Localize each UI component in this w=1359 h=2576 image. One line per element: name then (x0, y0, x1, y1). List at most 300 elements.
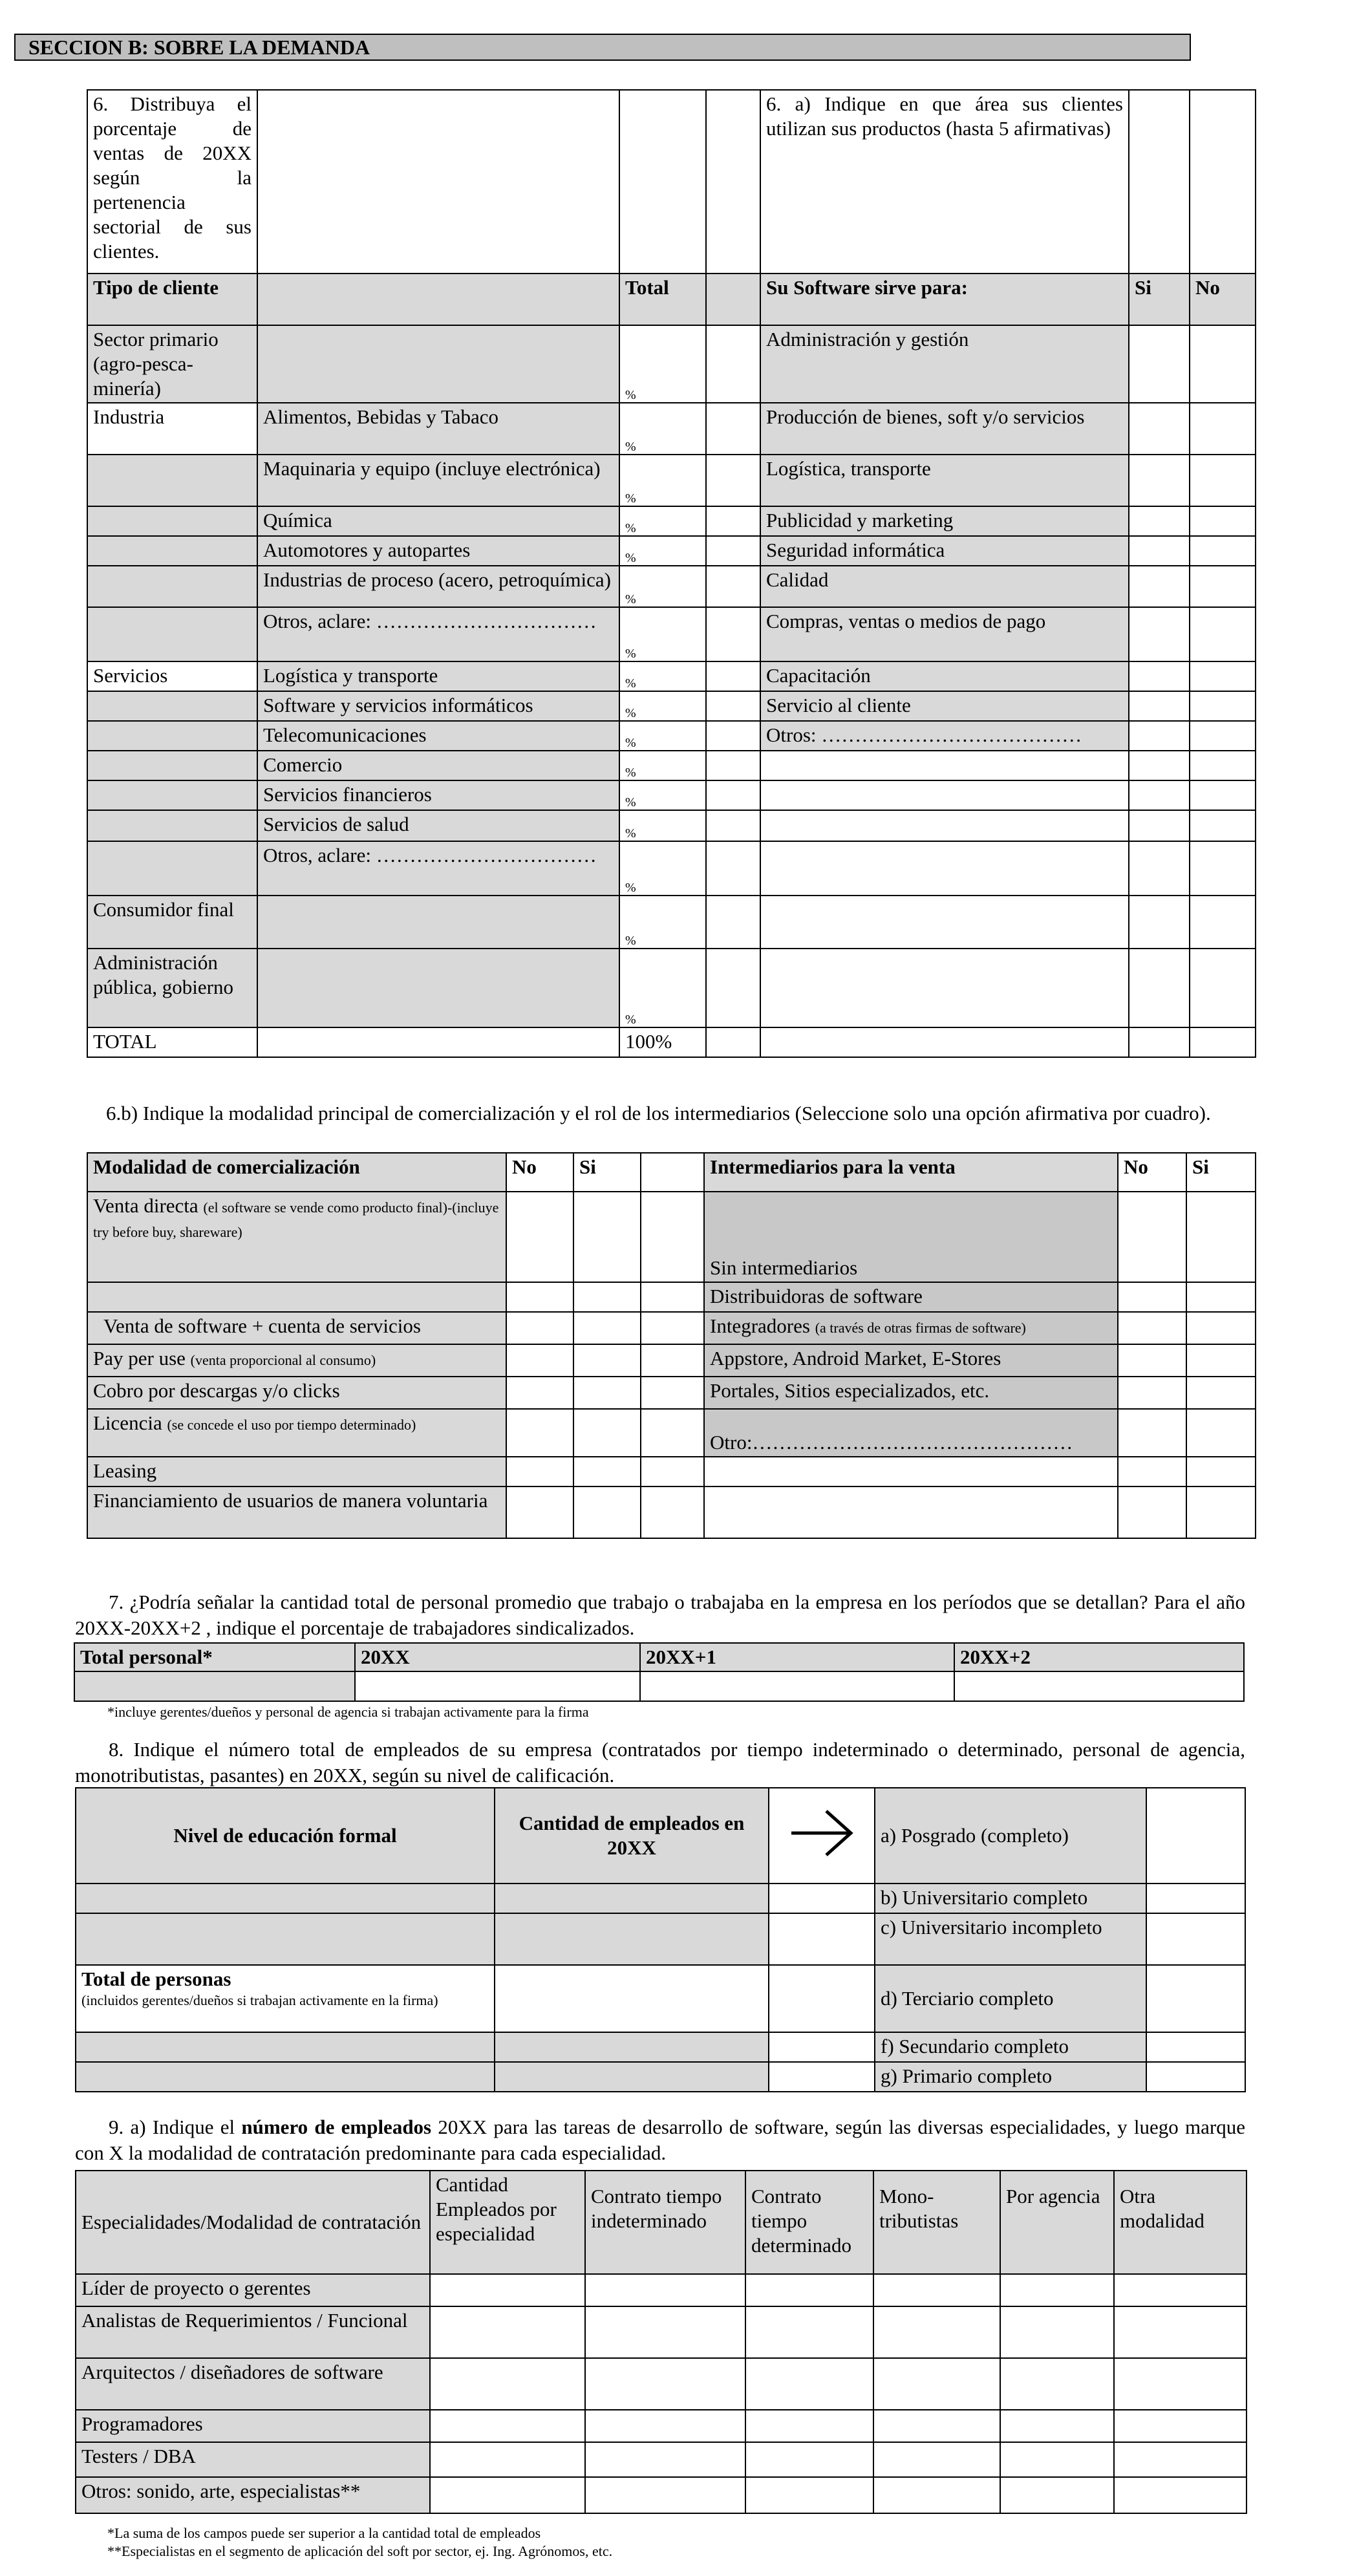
q8-row-label (76, 2032, 495, 2062)
q6-left-prompt: 6. Distribuya el porcentaje de ventas de 20XX según la pertenencia sectorial de sus clientes. (87, 90, 257, 274)
q6b-row-intermediario (704, 1377, 1118, 1409)
q6b-modalidad-label: Financiamiento de usuarios de manera voluntaria (93, 1489, 488, 1512)
q6b-row-intermediario (704, 1312, 1118, 1344)
q6-row-percent[interactable]: % (619, 455, 706, 506)
q7-footnote: *incluye gerentes/dueños y personal de agencia si trabajan activamente para la firma (107, 1704, 589, 1720)
q9-row-label: Arquitectos / diseñadores de software (76, 2358, 430, 2410)
q8-row-arrow-cell (769, 1913, 875, 1965)
q6a-row-no[interactable] (1190, 721, 1256, 751)
q6a-row-si[interactable] (1129, 780, 1190, 810)
q6-row-percent[interactable]: % (619, 949, 706, 1027)
q8-row-arrow-cell (769, 1965, 875, 2032)
q9-row-input-4[interactable] (873, 2442, 1000, 2477)
q9-row-input-1[interactable] (430, 2442, 585, 2477)
q8-level: f) Secundario completo (875, 2032, 1146, 2062)
q6b-intermediario-label: Distribuidoras de software (710, 1285, 923, 1307)
q6b-prompt: 6.b) Indique la modalidad principal de comercialización y el rol de los intermediarios (Seleccione solo una opción afirmativa por cuadro). (106, 1102, 1211, 1124)
q8-level: g) Primario completo (875, 2062, 1146, 2092)
q6a-row-no[interactable] (1190, 455, 1256, 506)
q6b-modalidad-note: (venta proporcional al consumo) (190, 1352, 376, 1368)
q6b-row-blank[interactable] (641, 1409, 704, 1457)
q6-row-blank[interactable] (706, 536, 760, 566)
q8-level: c) Universitario incompleto (875, 1913, 1146, 1965)
q6a-row-si[interactable] (1129, 325, 1190, 403)
q9-row-input-2[interactable] (585, 2442, 745, 2477)
q6a-row-software: Otros: ………………………………… (760, 721, 1129, 751)
q6-row-tipo: Industria (87, 403, 257, 455)
q9-header-1: Cantidad Empleados por especialidad (430, 2171, 585, 2274)
q6a-row-si[interactable] (1129, 691, 1190, 721)
q6b-row-intermediario (704, 1192, 1118, 1282)
q6-row-tipo (87, 506, 257, 536)
q6-row-percent[interactable]: % (619, 691, 706, 721)
q6b-row-no-2[interactable] (1118, 1487, 1186, 1538)
q8-total-title: Total de personas (81, 1968, 231, 1990)
q9-footnote-1: *La suma de los campos puede ser superior a la cantidad total de empleados (107, 2525, 541, 2541)
q6b-intermediario-label: Sin intermediarios (710, 1256, 858, 1279)
q9-row-input-4[interactable] (873, 2410, 1000, 2442)
q6b-intermediario-label: Portales, Sitios especializados, etc. (710, 1379, 990, 1402)
q8-row-input[interactable] (495, 2032, 769, 2062)
q6b-intermediario-label: Integradores (710, 1315, 810, 1337)
q9-header-5: Por agencia (1000, 2171, 1114, 2274)
q6b-row-blank[interactable] (641, 1192, 704, 1282)
q7-header-year-1: 20XX (355, 1643, 640, 1671)
q6b-row-blank[interactable] (641, 1282, 704, 1312)
q6-row-blank[interactable] (706, 661, 760, 691)
q6b-row-si[interactable] (573, 1344, 641, 1377)
q6a-row-software (760, 841, 1129, 896)
q8-row-label (76, 1884, 495, 1913)
q8-row-arrow-cell (769, 2062, 875, 2092)
q7-header-year-2: 20XX+1 (640, 1643, 954, 1671)
q6-row-subsector (257, 949, 619, 1027)
q6a-row-no[interactable] (1190, 691, 1256, 721)
q9-prompt: 9. a) Indique el número de empleados 20XX para las tareas de desarrollo de software, según las diversas especialidades, y luego marque con X la modalidad de contratación predominante para cada especialidad. (75, 2116, 1245, 2164)
q6-row-subsector: Comercio (257, 751, 619, 780)
q6-row-percent[interactable]: % (619, 536, 706, 566)
q6a-row-software: Producción de bienes, soft y/o servicios (760, 403, 1129, 455)
q6a-row-si[interactable] (1129, 455, 1190, 506)
q6a-row-software: Calidad (760, 566, 1129, 607)
q6b-modalidad-note: (el software se vende como producto final)-(incluye try before buy, shareware) (93, 1199, 499, 1240)
q6-total-label: TOTAL (87, 1027, 257, 1057)
q6a-row-no[interactable] (1190, 566, 1256, 607)
q7-header-year-3: 20XX+2 (954, 1643, 1244, 1671)
q6b-header-intermediarios: Intermediarios para la venta (704, 1153, 1118, 1192)
q6b-row-no-2[interactable] (1118, 1344, 1186, 1377)
q9-row-input-2[interactable] (585, 2410, 745, 2442)
q8-level: a) Posgrado (completo) (875, 1788, 1146, 1884)
q6b-row-si-2[interactable] (1186, 1312, 1256, 1344)
q6-row-tipo (87, 691, 257, 721)
q9-row-label: Otros: sonido, arte, especialistas** (76, 2477, 430, 2513)
q6-row-percent[interactable]: % (619, 780, 706, 810)
q6-row-blank[interactable] (706, 810, 760, 841)
q9-row-input-4[interactable] (873, 2306, 1000, 2358)
q6-row-percent[interactable]: % (619, 841, 706, 896)
q6a-row-si[interactable] (1129, 949, 1190, 1027)
q8-row-label (76, 1913, 495, 1965)
q6b-row-no-2[interactable] (1118, 1282, 1186, 1312)
q6b-row-si[interactable] (573, 1377, 641, 1409)
q9-row-input-6[interactable] (1114, 2442, 1247, 2477)
q6a-row-software (760, 780, 1129, 810)
q6b-row-no[interactable] (506, 1312, 573, 1344)
q6b-row-no-2[interactable] (1118, 1192, 1186, 1282)
q6b-row-modalidad (87, 1344, 506, 1377)
q6a-row-no[interactable] (1190, 325, 1256, 403)
q6a-row-si[interactable] (1129, 896, 1190, 949)
arrow-right-icon (769, 1788, 875, 1884)
q6-row-blank[interactable] (706, 455, 760, 506)
q8-row-label (76, 2062, 495, 2092)
q6a-row-software: Capacitación (760, 661, 1129, 691)
q6b-modalidad-label: Venta directa (93, 1194, 198, 1217)
q6a-row-si[interactable] (1129, 841, 1190, 896)
q8-level-input[interactable] (1146, 1965, 1245, 2032)
q6-row-tipo: Sector primario (agro-pesca-minería) (87, 325, 257, 403)
q6-row-percent[interactable]: % (619, 810, 706, 841)
q9-row-input-5[interactable] (1000, 2410, 1114, 2442)
q9-row-input-6[interactable] (1114, 2358, 1247, 2410)
q6-header-total: Total (619, 274, 706, 325)
q9-row-label: Analistas de Requerimientos / Funcional (76, 2306, 430, 2358)
q6a-row-no[interactable] (1190, 506, 1256, 536)
q6a-row-no[interactable] (1190, 536, 1256, 566)
q9-header-2: Contrato tiempo indeterminado (585, 2171, 745, 2274)
q8-total-label (76, 1965, 495, 2032)
q6b-row-si-2[interactable] (1186, 1192, 1256, 1282)
q6a-row-no[interactable] (1190, 403, 1256, 455)
q6a-row-software (760, 751, 1129, 780)
q6a-row-no[interactable] (1190, 841, 1256, 896)
q6-row-percent[interactable]: % (619, 506, 706, 536)
q6a-row-no[interactable] (1190, 661, 1256, 691)
q9-row-input-3[interactable] (745, 2410, 873, 2442)
q6b-header-si-2: Si (1186, 1153, 1256, 1192)
q6b-row-modalidad (87, 1192, 506, 1282)
q6b-row-modalidad (87, 1377, 506, 1409)
q6a-row-software (760, 896, 1129, 949)
q9-row-input-1[interactable] (430, 2410, 585, 2442)
q7-table (74, 1642, 1245, 1702)
q6b-intermediario-label: Appstore, Android Market, E-Stores (710, 1347, 1001, 1369)
q6b-row-no-2[interactable] (1118, 1312, 1186, 1344)
q6-row-percent[interactable]: % (619, 721, 706, 751)
q6b-row-no[interactable] (506, 1487, 573, 1538)
q6-row-tipo (87, 810, 257, 841)
q9-row-label: Testers / DBA (76, 2442, 430, 2477)
q9-row-input-6[interactable] (1114, 2274, 1247, 2306)
q6-row-subsector: Química (257, 506, 619, 536)
q9-row-input-4[interactable] (873, 2477, 1000, 2513)
q6b-header-no-2: No (1118, 1153, 1186, 1192)
q6-row-subsector: Otros, aclare: …………………………… (257, 841, 619, 896)
q6b-intermediario-note: (a través de otras firmas de software) (815, 1320, 1026, 1336)
q6-row-subsector (257, 896, 619, 949)
q6b-row-no[interactable] (506, 1192, 573, 1282)
q6-row-percent[interactable]: % (619, 325, 706, 403)
q6-row-subsector: Industrias de proceso (acero, petroquímica) (257, 566, 619, 607)
q6a-row-si[interactable] (1129, 566, 1190, 607)
q6-row-subsector: Logística y transporte (257, 661, 619, 691)
q7-header-total: Total personal* (74, 1643, 355, 1671)
q9-row-input-4[interactable] (873, 2274, 1000, 2306)
q6a-row-si[interactable] (1129, 810, 1190, 841)
q6-row-tipo (87, 780, 257, 810)
q6b-row-modalidad (87, 1409, 506, 1457)
q6b-header-no: No (506, 1153, 573, 1192)
q6b-header-modalidad: Modalidad de comercialización (87, 1153, 506, 1192)
q6a-row-si[interactable] (1129, 607, 1190, 661)
q6a-row-software: Compras, ventas o medios de pago (760, 607, 1129, 661)
q6a-row-si[interactable] (1129, 506, 1190, 536)
q9-row-input-1[interactable] (430, 2274, 585, 2306)
q6b-row-blank[interactable] (641, 1312, 704, 1344)
q6-row-subsector: Automotores y autopartes (257, 536, 619, 566)
q7-prompt: 7. ¿Podría señalar la cantidad total de personal promedio que trabajo o trabajaba en la empresa en los períodos que se detallan? Para el año 20XX-20XX+2 , indique el porcentaje de trabajadores sindicalizados. (75, 1591, 1245, 1639)
q9-row-input-6[interactable] (1114, 2410, 1247, 2442)
q6a-row-software: Seguridad informática (760, 536, 1129, 566)
q6b-row-si[interactable] (573, 1282, 641, 1312)
q6b-row-no[interactable] (506, 1409, 573, 1457)
q8-level-input[interactable] (1146, 1913, 1245, 1965)
q6-row-blank[interactable] (706, 566, 760, 607)
q6-row-blank[interactable] (706, 691, 760, 721)
q9-row-input-2[interactable] (585, 2477, 745, 2513)
q6b-row-si[interactable] (573, 1409, 641, 1457)
q6-row-subsector: Servicios financieros (257, 780, 619, 810)
q9-row-input-5[interactable] (1000, 2274, 1114, 2306)
q6b-row-no[interactable] (506, 1457, 573, 1487)
section-title: SECCION B: SOBRE LA DEMANDA (28, 36, 370, 59)
q6b-header-si: Si (573, 1153, 641, 1192)
q6-row-tipo: Consumidor final (87, 896, 257, 949)
q8-level-input[interactable] (1146, 1884, 1245, 1913)
q6-row-subsector: Servicios de salud (257, 810, 619, 841)
q6b-row-intermediario (704, 1282, 1118, 1312)
q6-row-tipo: Servicios (87, 661, 257, 691)
q8-row-arrow-cell (769, 1884, 875, 1913)
q8-header-cantidad: Cantidad de empleados en 20XX (495, 1788, 769, 1884)
q6-row-blank[interactable] (706, 841, 760, 896)
q6b-modalidad-note: (se concede el uso por tiempo determinado) (167, 1417, 416, 1433)
q7-input-year-1[interactable] (355, 1671, 640, 1701)
q6-row-tipo (87, 841, 257, 896)
q8-row-input[interactable] (495, 1884, 769, 1913)
q6b-row-no-2[interactable] (1118, 1457, 1186, 1487)
q9-row-input-3[interactable] (745, 2477, 873, 2513)
q8-prompt: 8. Indique el número total de empleados de su empresa (contratados por tiempo indeterminado o determinado, personal de agencia, monotributistas, pasantes) en 20XX, según su nivel de calificación. (75, 1738, 1245, 1787)
q6-row-blank[interactable] (706, 751, 760, 780)
q9-row-input-5[interactable] (1000, 2358, 1114, 2410)
q6-row-blank[interactable] (706, 506, 760, 536)
q6-row-blank[interactable] (706, 949, 760, 1027)
q6b-row-intermediario (704, 1487, 1118, 1538)
q6b-row-si[interactable] (573, 1487, 641, 1538)
q6b-intermediario-label: Otro:………………………………………… (710, 1431, 1073, 1454)
section-header (14, 34, 1191, 61)
q6b-row-si-2[interactable] (1186, 1457, 1256, 1487)
q6-row-blank[interactable] (706, 896, 760, 949)
q7-input-year-2[interactable] (640, 1671, 954, 1701)
q6-row-tipo (87, 536, 257, 566)
q9-row-input-5[interactable] (1000, 2477, 1114, 2513)
q6b-row-si-2[interactable] (1186, 1344, 1256, 1377)
q9-row-input-5[interactable] (1000, 2306, 1114, 2358)
q6-row-tipo (87, 721, 257, 751)
q6a-row-si[interactable] (1129, 536, 1190, 566)
q9-row-input-5[interactable] (1000, 2442, 1114, 2477)
q6-header-software: Su Software sirve para: (760, 274, 1129, 325)
q9-row-input-2[interactable] (585, 2274, 745, 2306)
q6-row-tipo (87, 607, 257, 661)
q8-level-input[interactable] (1146, 2062, 1245, 2092)
q9-row-input-1[interactable] (430, 2477, 585, 2513)
q6-row-percent[interactable]: % (619, 661, 706, 691)
q6b-modalidad-label: Leasing (93, 1459, 157, 1482)
q6a-row-software: Logística, transporte (760, 455, 1129, 506)
q6-row-tipo: Administración pública, gobierno (87, 949, 257, 1027)
q6b-row-si[interactable] (573, 1312, 641, 1344)
q6-table (87, 89, 1256, 1058)
q9-footnote-2: **Especialistas en el segmento de aplicación del soft por sector, ej. Ing. Agrónomos, etc. (107, 2543, 613, 2559)
q8-total-input[interactable] (495, 1965, 769, 2032)
q8-level: b) Universitario completo (875, 1884, 1146, 1913)
q6b-row-si-2[interactable] (1186, 1282, 1256, 1312)
q9-row-input-3[interactable] (745, 2442, 873, 2477)
q6b-row-no-2[interactable] (1118, 1409, 1186, 1457)
q6a-row-si[interactable] (1129, 721, 1190, 751)
q6-row-blank[interactable] (706, 607, 760, 661)
q6b-row-intermediario (704, 1409, 1118, 1457)
q6-row-tipo (87, 566, 257, 607)
q6b-row-si-2[interactable] (1186, 1377, 1256, 1409)
q6b-row-no[interactable] (506, 1282, 573, 1312)
q6b-table (87, 1152, 1256, 1539)
q6-row-percent[interactable]: % (619, 751, 706, 780)
q6b-row-modalidad (87, 1487, 506, 1538)
q6b-row-modalidad (87, 1312, 506, 1344)
q6a-row-si[interactable] (1129, 751, 1190, 780)
q6b-row-blank[interactable] (641, 1344, 704, 1377)
q6b-row-blank[interactable] (641, 1457, 704, 1487)
q9-row-label: Programadores (76, 2410, 430, 2442)
q6-row-percent[interactable]: % (619, 403, 706, 455)
q6-row-subsector: Maquinaria y equipo (incluye electrónica) (257, 455, 619, 506)
q6-row-blank[interactable] (706, 780, 760, 810)
q8-level-input[interactable] (1146, 1788, 1245, 1884)
q6a-row-software: Administración y gestión (760, 325, 1129, 403)
q6a-row-si[interactable] (1129, 403, 1190, 455)
q6-row-subsector: Otros, aclare: …………………………… (257, 607, 619, 661)
q8-level: d) Terciario completo (875, 1965, 1146, 2032)
q6b-row-blank[interactable] (641, 1487, 704, 1538)
q6-row-percent[interactable]: % (619, 607, 706, 661)
q6a-row-no[interactable] (1190, 896, 1256, 949)
q8-level-input[interactable] (1146, 2032, 1245, 2062)
q6b-row-si-2[interactable] (1186, 1487, 1256, 1538)
q9-header-6: Otra modalidad (1114, 2171, 1247, 2274)
q9-table (75, 2170, 1247, 2514)
q6-row-percent[interactable]: % (619, 566, 706, 607)
q9-row-input-3[interactable] (745, 2306, 873, 2358)
q9-row-input-3[interactable] (745, 2358, 873, 2410)
q8-table (75, 1787, 1246, 2092)
q6-row-subsector: Software y servicios informáticos (257, 691, 619, 721)
q7-input-total[interactable] (74, 1671, 355, 1701)
q6-row-tipo (87, 751, 257, 780)
q6-total-value: 100% (619, 1027, 706, 1057)
q6-row-tipo (87, 455, 257, 506)
arrow-right-icon-svg (786, 1807, 857, 1859)
q9-row-input-1[interactable] (430, 2306, 585, 2358)
q6b-row-modalidad (87, 1457, 506, 1487)
q6b-row-si[interactable] (573, 1457, 641, 1487)
q6b-row-no-2[interactable] (1118, 1377, 1186, 1409)
q9-header-0: Especialidades/Modalidad de contratación (76, 2171, 430, 2274)
q8-row-input[interactable] (495, 2062, 769, 2092)
q6-header-no: No (1190, 274, 1256, 325)
q8-header-nivel: Nivel de educación formal (76, 1788, 495, 1884)
q6a-row-software: Publicidad y marketing (760, 506, 1129, 536)
q6a-row-no[interactable] (1190, 810, 1256, 841)
q6-row-subsector (257, 325, 619, 403)
q6a-row-no[interactable] (1190, 949, 1256, 1027)
q9-row-input-4[interactable] (873, 2358, 1000, 2410)
q6b-modalidad-label: Licencia (93, 1411, 162, 1434)
q6b-row-intermediario (704, 1457, 1118, 1487)
q6b-row-modalidad (87, 1282, 506, 1312)
q6a-row-software (760, 810, 1129, 841)
q6-header-si: Si (1129, 274, 1190, 325)
q9-row-input-2[interactable] (585, 2358, 745, 2410)
q6a-row-si[interactable] (1129, 661, 1190, 691)
q6b-row-intermediario (704, 1344, 1118, 1377)
q6b-row-no[interactable] (506, 1344, 573, 1377)
q6a-row-software: Servicio al cliente (760, 691, 1129, 721)
q6b-row-no[interactable] (506, 1377, 573, 1409)
q6a-row-no[interactable] (1190, 607, 1256, 661)
q6-row-blank[interactable] (706, 325, 760, 403)
q6a-row-no[interactable] (1190, 751, 1256, 780)
q6-row-blank[interactable] (706, 403, 760, 455)
q6b-modalidad-label: Pay per use (93, 1347, 186, 1369)
q8-row-input[interactable] (495, 1913, 769, 1965)
q6b-row-si-2[interactable] (1186, 1409, 1256, 1457)
q6-header-tipo: Tipo de cliente (87, 274, 257, 325)
q9-row-input-2[interactable] (585, 2306, 745, 2358)
q6-row-subsector: Alimentos, Bebidas y Tabaco (257, 403, 619, 455)
q9-row-input-6[interactable] (1114, 2477, 1247, 2513)
q6b-row-si[interactable] (573, 1192, 641, 1282)
q9-row-input-6[interactable] (1114, 2306, 1247, 2358)
q9-row-input-3[interactable] (745, 2274, 873, 2306)
q6a-row-software (760, 949, 1129, 1027)
q6-row-percent[interactable]: % (619, 896, 706, 949)
q9-row-label: Líder de proyecto o gerentes (76, 2274, 430, 2306)
q7-input-year-3[interactable] (954, 1671, 1244, 1701)
q6a-row-no[interactable] (1190, 780, 1256, 810)
q6b-row-blank[interactable] (641, 1377, 704, 1409)
q6-row-blank[interactable] (706, 721, 760, 751)
q6b-modalidad-label: Venta de software + cuenta de servicios (103, 1315, 421, 1337)
q8-total-note: (incluidos gerentes/dueños si trabajan activamente en la firma) (81, 1992, 438, 2008)
q9-header-3: Contrato tiempo determinado (745, 2171, 873, 2274)
q6b-modalidad-label: Cobro por descargas y/o clicks (93, 1379, 340, 1402)
q9-row-input-1[interactable] (430, 2358, 585, 2410)
